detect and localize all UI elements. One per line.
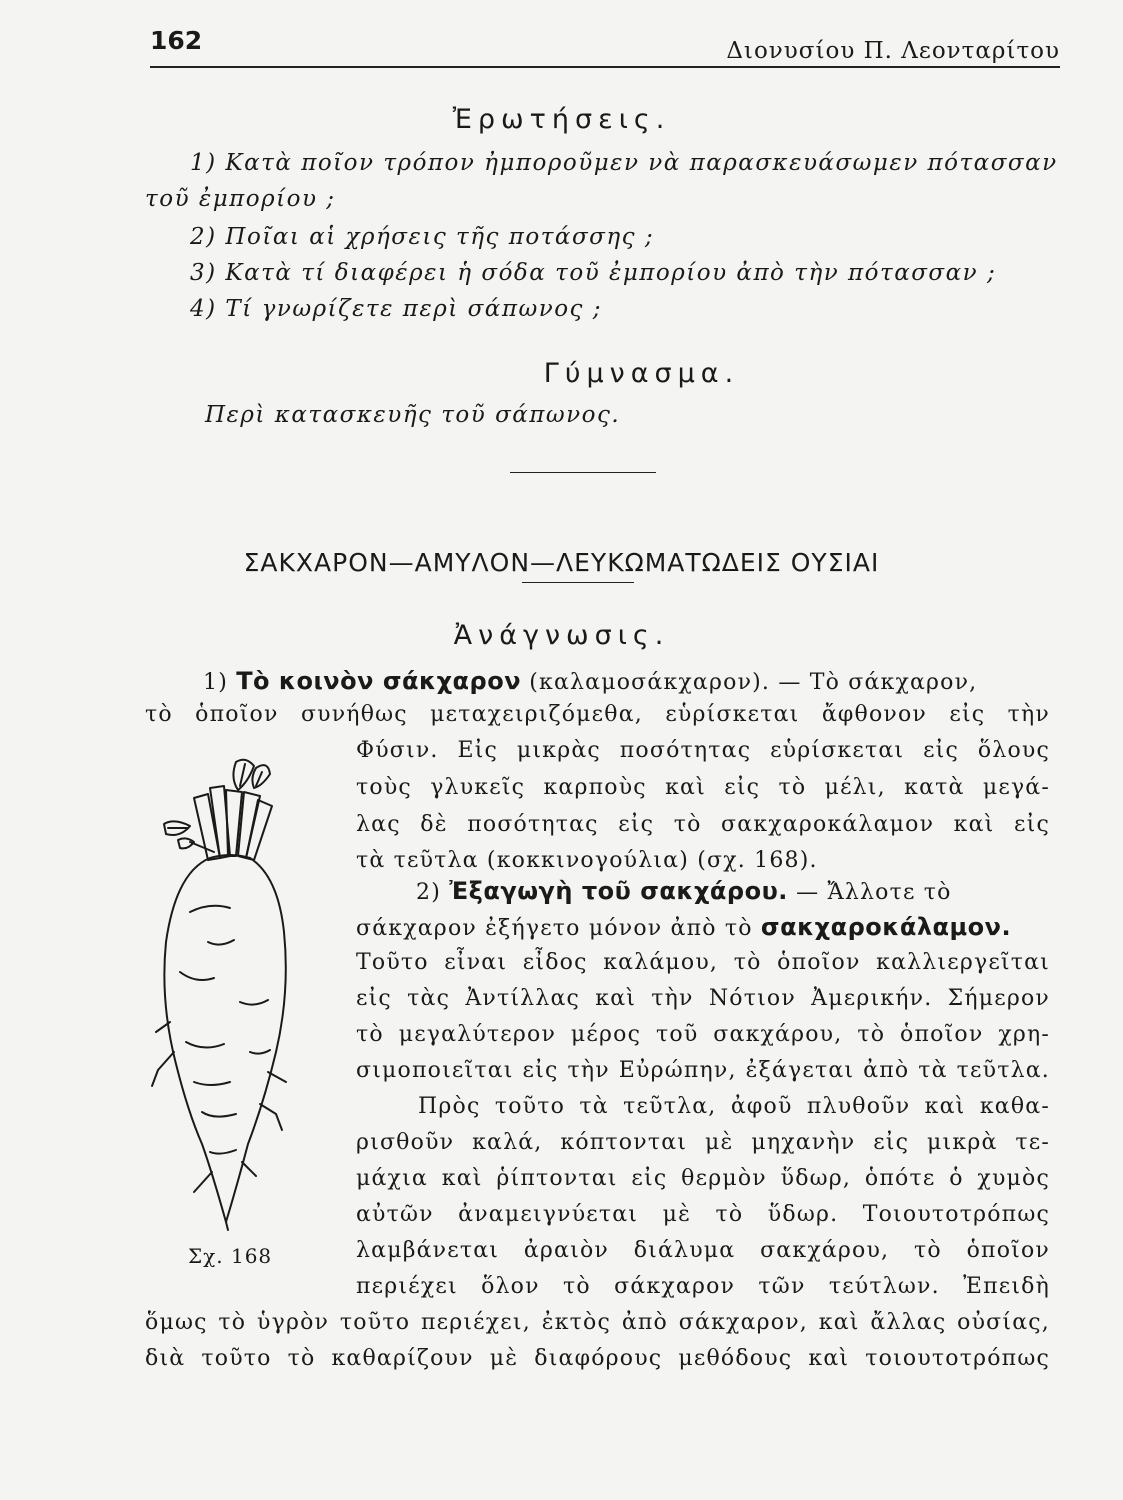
section-2-line-1	[416, 876, 952, 908]
section-1-line-4: τοὺς γλυκεῖς καρποὺς καὶ εἰς τὸ μέλι, κατὰ μεγά-	[356, 775, 1050, 800]
section-2-line-7: Πρὸς τοῦτο τὰ τεῦτλα, ἀφοῦ πλυθοῦν καὶ καθα-	[418, 1094, 1050, 1119]
section-2-line-12: περιέχει ὅλον τὸ σάκχαρον τῶν τεύτλων. Ἐπειδὴ	[356, 1274, 1050, 1299]
question-1-line-1: 1) Κατὰ ποῖον τρόπον ἠμποροῦμεν νὰ παρασκευάσωμεν πότασσαν	[190, 150, 1058, 176]
section-2-line-8: ρισθοῦν καλά, κόπτονται μὲ μηχανὴν εἰς μικρὰ τε-	[356, 1130, 1050, 1155]
section-2-line-1-rest: — Ἄλλοτε τὸ	[796, 880, 952, 905]
question-2: 2) Ποῖαι αἱ χρήσεις τῆς ποτάσσης ;	[190, 224, 655, 250]
section-1-line-5: λας δὲ ποσότητας εἰς τὸ σακχαροκάλαμον καὶ εἰς	[356, 812, 1050, 837]
section-1-line-3: Φύσιν. Εἰς μικρὰς ποσότητας εὑρίσκεται εἰς ὅλους	[356, 738, 1050, 763]
exercise-heading: Γύμνασμα.	[543, 358, 740, 389]
beet-illustration-icon	[150, 752, 315, 1232]
question-3: 3) Κατὰ τί διαφέρει ἡ σόδα τοῦ ἐμπορίου ἀπὸ τὴν πότασσαν ;	[190, 260, 997, 286]
chapter-title: ΣΑΚΧΑΡΟΝ—ΑΜΥΛΟΝ—ΛΕΥΚΩΜΑΤΩΔΕΙΣ ΟΥΣΙΑΙ	[243, 548, 880, 577]
section-2-title: Ἐξαγωγὴ τοῦ σακχάρου.	[449, 877, 788, 905]
header-rule	[150, 66, 1060, 68]
questions-heading: Ἐρωτήσεις.	[452, 104, 671, 135]
section-2-line-2-start: σάκχαρον ἐξήγετο μόνον ἀπὸ τὸ	[356, 916, 753, 941]
question-4: 4) Τί γνωρίζετε περὶ σάπωνος ;	[190, 296, 602, 322]
section-2-line-3: Τοῦτο εἶναι εἶδος καλάμου, τὸ ὁποῖον καλλιεργεῖται	[356, 950, 1050, 975]
section-2-line-4: εἰς τὰς Ἀντίλλας καὶ τὴν Νότιον Ἀμερικήν. Σήμερον	[356, 986, 1050, 1011]
section-2-line-13: ὅμως τὸ ὑγρὸν τοῦτο περιέχει, ἐκτὸς ἀπὸ σάκχαρον, καὶ ἄλλας οὐσίας,	[145, 1310, 1050, 1335]
running-head	[150, 26, 1060, 76]
page-number: 162	[150, 26, 203, 55]
exercise-text: Περὶ κατασκευῆς τοῦ σάπωνος.	[205, 402, 621, 428]
section-2-line-6: σιμοποιεῖται εἰς τὴν Εὐρώπην, ἐξάγεται ἀπὸ τὰ τεῦτλα.	[356, 1058, 1050, 1083]
section-2-line-5: τὸ μεγαλύτερον μέρος τοῦ σακχάρου, τὸ ὁποῖον χρη-	[356, 1022, 1050, 1047]
section-2-line-9: μάχια καὶ ῥίπτονται εἰς θερμὸν ὕδωρ, ὁπότε ὁ χυμὸς	[356, 1166, 1050, 1191]
section-2-line-2	[356, 912, 1011, 944]
section-divider	[510, 472, 656, 473]
section-2-line-10: αὐτῶν ἀναμειγνύεται μὲ τὸ ὕδωρ. Τοιουτοτρόπως	[356, 1202, 1050, 1227]
section-1-line-1	[203, 666, 977, 698]
section-2-line-11: λαμβάνεται ἀραιὸν διάλυμα σακχάρου, τὸ ὁποῖον	[356, 1238, 1050, 1263]
question-1-line-2: τοῦ ἐμπορίου ;	[145, 186, 336, 212]
figure-caption: Σχ. 168	[188, 1244, 273, 1268]
section-1-number: 1)	[203, 670, 228, 695]
chapter-title-underline	[522, 582, 634, 583]
section-1-title: Τὸ κοινὸν σάκχαρον	[236, 667, 522, 695]
section-2-number: 2)	[416, 880, 441, 905]
section-1-line-2: τὸ ὁποῖον συνήθως μεταχειριζόμεθα, εὑρίσκεται ἄφθονον εἰς τὴν	[145, 702, 1050, 727]
section-2-line-14: διὰ τοῦτο τὸ καθαρίζουν μὲ διαφόρους μεθόδους καὶ τοιουτοτρόπως	[145, 1346, 1050, 1371]
section-2-keyword: σακχαροκάλαμον.	[760, 913, 1012, 941]
section-1-line-6: τὰ τεῦτλα (κοκκινογούλια) (σχ. 168).	[356, 848, 818, 873]
running-title: Διονυσίου Π. Λεονταρίτου	[726, 38, 1060, 64]
section-1-line-1-rest: (καλαμοσάκχαρον). — Τὸ σάκχαρον,	[529, 670, 978, 695]
reading-heading: Ἀνάγνωσις.	[453, 620, 670, 651]
